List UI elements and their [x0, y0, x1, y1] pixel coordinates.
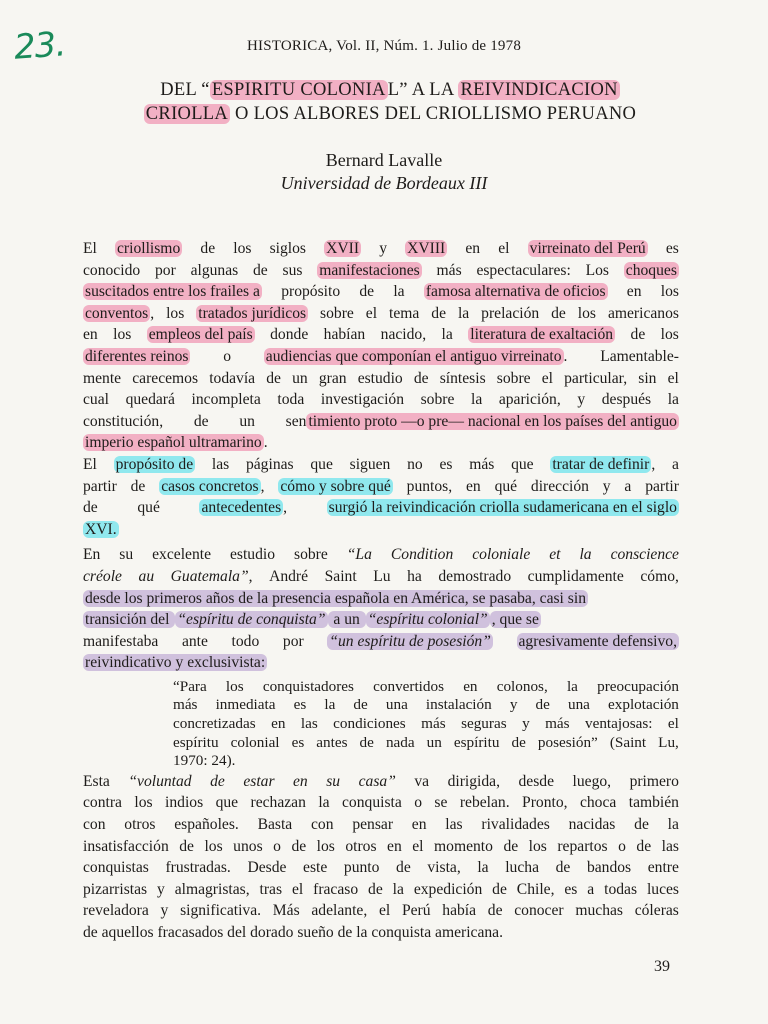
paragraph-line: diferentes reinos o audiencias que componían el antiguo virreinato . Lamentable-: [85, 347, 679, 365]
paragraph-line: reveladora y significativa. Más adelante, el Perú había de conocer muchas cóleras: [83, 902, 679, 920]
quote-line: 1970: 24).: [173, 752, 236, 770]
paragraph-line: En su excelente estudio sobre “La Condition coloniale et la conscience: [83, 546, 679, 564]
title-line-2: CRIOLLA O LOS ALBORES DEL CRIOLLISMO PERUANO: [145, 104, 637, 124]
article-body: [83, 238, 679, 944]
paragraph-line: conventos , los tratados jurídicos sobre el tema de la prelación de los americanos: [85, 304, 679, 322]
paragraph-line: partir de casos concretos , cómo y sobre qué puntos, en qué dirección y a partir: [83, 477, 679, 495]
paragraph-line: insatisfacción de los unos o de los otros en el momento de los repartos o de las: [83, 837, 679, 855]
paragraph-1: [83, 238, 679, 454]
paragraph-line: El propósito de las páginas que siguen no es más que tratar de definir , a: [83, 455, 679, 473]
paragraph-line: desde los primeros años de la presencia española en América, se pasaba, casi sin: [85, 589, 586, 607]
author-name: Bernard Lavalle: [325, 150, 443, 170]
paragraph-line: conocido por algunas de sus manifestaciones más espectaculares: Los choques: [83, 261, 677, 279]
paragraph-line: mente carecemos todavía de un gran estudio de síntesis sobre el particular, sin el: [83, 369, 679, 387]
quote-line: espíritu colonial es antes de nada un espíritu de posesión” (Saint Lu,: [173, 733, 679, 751]
paragraph-line: contra los indios que rechazan la conquista o se rebelan. Pronto, choca también: [83, 794, 679, 812]
paragraph-line: imperio español ultramarino .: [85, 434, 268, 452]
quote-line: “Para los conquistadores convertidos en colonos, la preocupación: [173, 677, 679, 695]
paragraph-line: pizarristas y almagristas, tras el fracaso de la expedición de Chile, es a todas luces: [83, 880, 679, 898]
paragraph-2: [83, 454, 679, 540]
paragraph-3: [83, 544, 679, 674]
paragraph-line: manifestaba ante todo por “un espíritu de posesión” agresivamente defensivo,: [83, 632, 677, 650]
block-quote: [173, 678, 679, 771]
paragraph-line: de qué antecedentes , surgió la reivindicación criolla sudamericana en el siglo: [83, 499, 677, 517]
author-affiliation: Universidad de Bordeaux III: [280, 173, 488, 193]
handwritten-note: 23.: [12, 24, 67, 68]
quote-line: más inmediata es la de una instalación y de una explotación: [173, 696, 679, 714]
paragraph-line: en los empleos del país donde habían nacido, la literatura de exaltación de los: [83, 326, 679, 344]
paragraph-line: con otros españoles. Basta con pensar en las rivalidades nacidas de la: [83, 816, 679, 834]
paragraph-line: de aquellos fracasados del dorado sueño de la conquista americana.: [83, 924, 503, 941]
paragraph-line: cual quedará incompleta toda investigación sobre la aparición, y después la: [83, 391, 679, 409]
paragraph-line: reivindicativo y exclusivista:: [85, 654, 266, 672]
paragraph-line: transición del “espíritu de conquista” a un “espíritu colonial” , que se: [85, 611, 539, 629]
title-line-1: DEL “ ESPIRITU COLONIA L” A LA REIVINDICACION: [160, 80, 618, 100]
quote-line: concretizadas en las condiciones más seguras y más ventajosas: el: [173, 715, 679, 733]
journal-header: HISTORICA, Vol. II, Núm. 1. Julio de 1978: [246, 38, 522, 54]
paragraph-line: conquistas frustradas. Desde este punto de vista, la lucha de bandos entre: [83, 859, 679, 877]
paragraph-line: suscitados entre los frailes a propósito de la famosa alternativa de oficios en los: [85, 283, 679, 301]
paragraph-line: El criollismo de los siglos XVII y XVIII en el virreinato del Perú es: [83, 240, 679, 257]
paragraph-line: constitución, de un sen timiento proto —o pre— nacional en los países del antiguo: [83, 412, 677, 430]
paragraph-line: XVI.: [85, 520, 117, 538]
paragraph-line: créole au Guatemala”, André Saint Lu ha demostrado cumplidamente cómo,: [83, 567, 679, 585]
paragraph-line: Esta “voluntad de estar en su casa” va dirigida, desde luego, primero: [83, 772, 679, 790]
paragraph-4: [83, 771, 679, 944]
page-number: 39: [654, 958, 670, 975]
article-title: [100, 78, 680, 126]
